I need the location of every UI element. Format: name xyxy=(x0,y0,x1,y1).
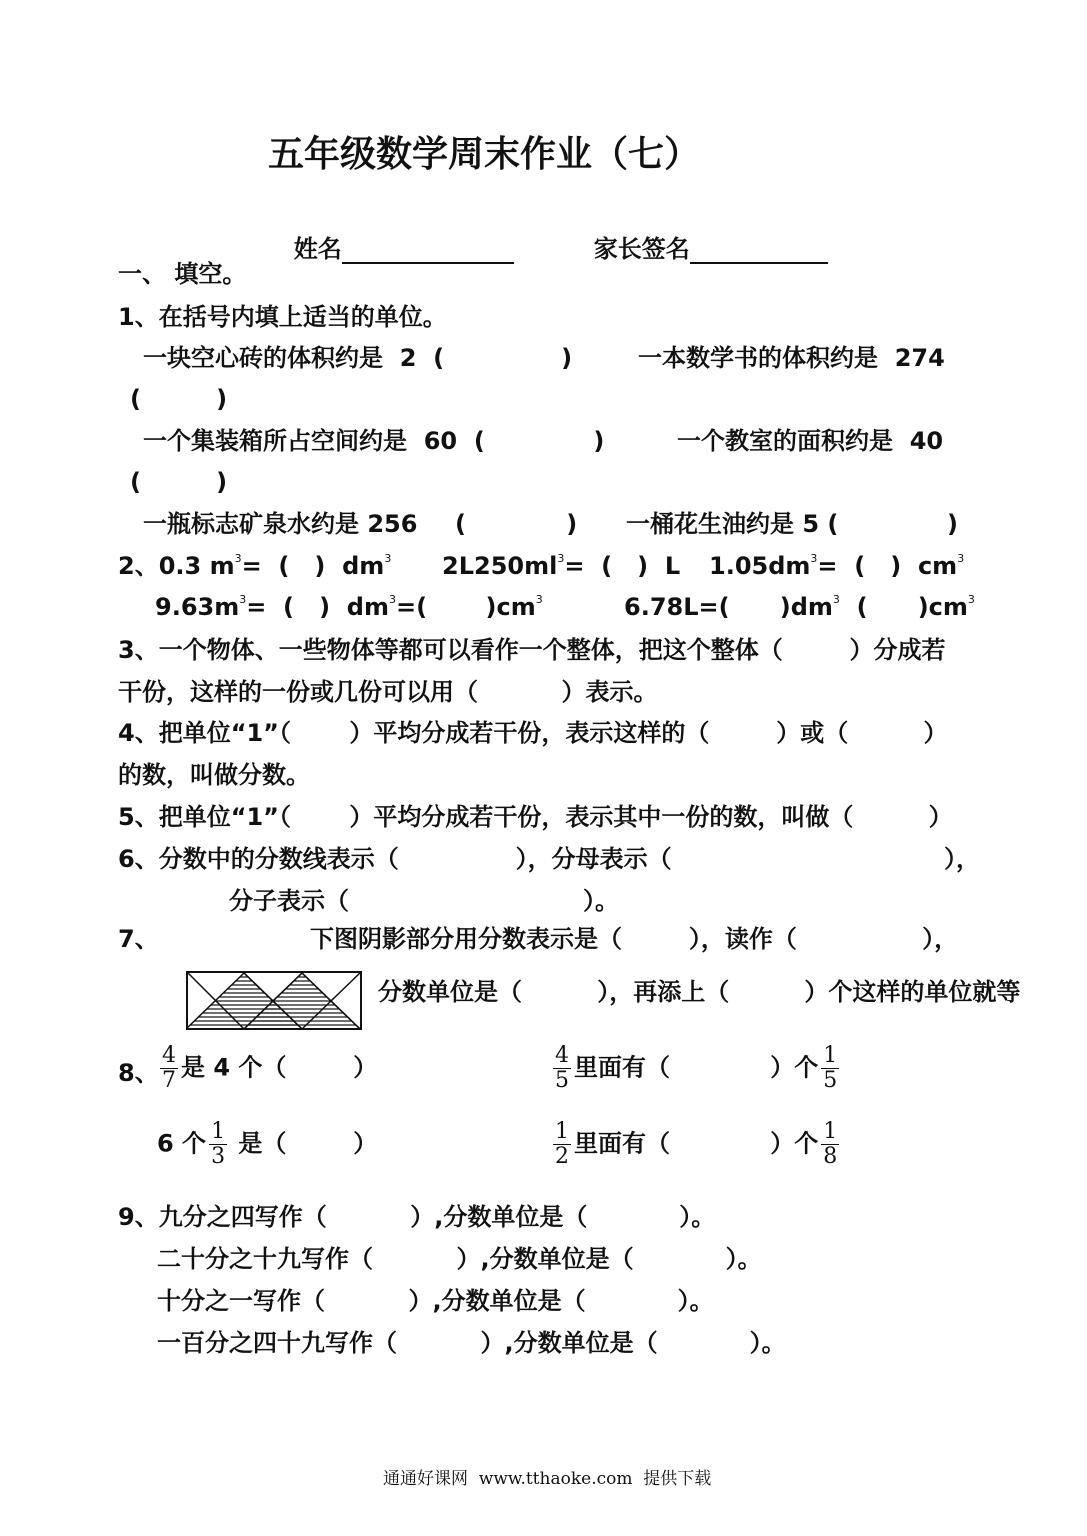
q1-line2: ( ) xyxy=(130,385,228,413)
parent-signature-label: 家长签名 xyxy=(593,235,690,263)
q7-line1: 下图阴影部分用分数表示是（ ），读作（ ）， xyxy=(310,925,959,953)
section-heading: 一、 填空。 xyxy=(118,260,247,288)
q6-line1a: 6、分数中的分数线表示（ ），分母表示（ xyxy=(118,845,672,873)
q2-item-b: $2L250ml^3=$ ( ) L xyxy=(442,552,681,580)
q1-line5b: ( ) xyxy=(455,510,578,538)
name-blank[interactable] xyxy=(342,238,514,264)
q1-line3a: 一个集装箱所占空间约是 60 ( ) xyxy=(143,427,605,455)
name-field xyxy=(277,204,514,264)
q1-stem: 1、在括号内填上适当的单位。 xyxy=(118,303,447,331)
q1-line4: ( ) xyxy=(130,468,228,496)
q8-item-d: $\frac{1}{2}$ 里面有（ ）个 $\frac{1}{8}$ xyxy=(555,1119,838,1169)
fraction-1-8: $\frac{1}{8}$ xyxy=(823,1119,838,1169)
q9-line4: 一百分之四十九写作（ ）,分数单位是（ ）。 xyxy=(157,1329,786,1357)
q3-line2: 干份，这样的一份或几份可以用（ ）表示。 xyxy=(118,678,658,706)
q3-line1: 3、一个物体、一些物体等都可以看作一个整体，把这个整体（ ）分成若 xyxy=(118,636,946,664)
q9-line3: 十分之一写作（ ）,分数单位是（ ）。 xyxy=(157,1287,714,1315)
q7-line2: 分数单位是（ ），再添上（ ）个这样的单位就等 xyxy=(378,978,1021,1006)
fraction-4-7: $\frac{4}{7}$ xyxy=(162,1043,176,1093)
q2-item-e: 6.78L=( )$dm^3$ ( )$cm^3$ xyxy=(624,593,975,621)
q6-line1b: ）， xyxy=(944,845,980,873)
q1-line1b: 一本数学书的体积约是 274 xyxy=(638,344,945,372)
fraction-1-3: $\frac{1}{3}$ xyxy=(211,1119,226,1169)
q2-item-a: 2、0.3 $m^3=$ ( ) $dm^3$ xyxy=(118,552,392,580)
name-label: 姓名 xyxy=(293,235,342,263)
q6-line2: 分子表示（ ）。 xyxy=(229,887,619,915)
fraction-1-5: $\frac{1}{5}$ xyxy=(823,1043,838,1093)
fraction-4-5: $\frac{4}{5}$ xyxy=(555,1043,569,1093)
q2-item-d: $9.63m^3=$ ( ) $dm^3=$( )$cm^3$ xyxy=(155,593,543,621)
page-title: 五年级数学周末作业（七） xyxy=(268,134,701,175)
q8-item-c: 6 个 $\frac{1}{3}$ 是（ ） xyxy=(157,1119,378,1169)
q8-number: 8、 xyxy=(118,1059,159,1087)
q9-line1: 9、九分之四写作（ ）,分数单位是（ ）。 xyxy=(118,1203,716,1231)
q9-line2: 二十分之十九写作（ ）,分数单位是（ ）。 xyxy=(157,1245,762,1273)
q1-line5c: 一桶花生油约是 5 ( ) xyxy=(626,510,958,538)
footer-credit: 通通好课网 www.tthaoke.com 提供下载 xyxy=(383,1469,712,1489)
q1-line3b: 一个教室的面积约是 40 xyxy=(677,427,944,455)
q8-item-b: $\frac{4}{5}$ 里面有（ ）个 $\frac{1}{5}$ xyxy=(555,1043,838,1093)
fraction-1-2: $\frac{1}{2}$ xyxy=(555,1119,569,1169)
q2-item-c: $1.05dm^3=$ ( ) $cm^3$ xyxy=(709,552,965,580)
q1-line5a: 一瓶标志矿泉水约是 256 xyxy=(143,510,418,538)
shaded-triangles-figure xyxy=(186,971,362,1031)
q4-line1: 4、把单位“1”（ ）平均分成若干份，表示这样的（ ）或（ ） xyxy=(118,719,948,747)
q4-line2: 的数，叫做分数。 xyxy=(118,761,310,789)
parent-signature-field xyxy=(577,204,828,264)
q5-line: 5、把单位“1”（ ）平均分成若干份，表示其中一份的数，叫做（ ） xyxy=(118,803,953,831)
q8-item-a: $\frac{4}{7}$ 是 4 个（ ） xyxy=(162,1043,378,1093)
q1-line1a: 一块空心砖的体积约是 2 ( ) xyxy=(143,344,573,372)
q7-number: 7、 xyxy=(118,925,159,953)
parent-signature-blank[interactable] xyxy=(690,238,828,264)
